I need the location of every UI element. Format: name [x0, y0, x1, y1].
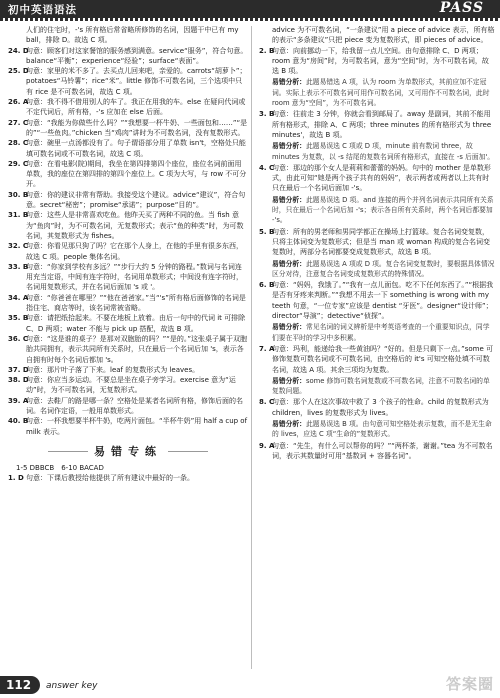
explanation-text: 句意：往前走 3 分钟，你就会看到邮局了。away 是副词，其前不能用所有格形式，排除 A、C 两项；three minutes 的所有格形式为 three minutes'，故选 B 项。: [272, 110, 492, 139]
explanation-text: 句意：下课后教授给他提供了所有建议中最好的一条。: [26, 474, 194, 483]
answer-key-label: answer key: [46, 681, 98, 691]
explanation-text: 句意：在看电影(院)期间，我坐在第四排第四个座位，座位名词前面用单数，我的座位在第四排的第四个座位上。C 项为大写，与 row 不可分开。: [26, 159, 247, 189]
explanation-text: 句意：去鞋厂的路是哪一条？空格处是某者名词所有格，修饰后面的名词。名词作定语，一般用单数形式。: [26, 396, 243, 415]
explanation-text: 句意：“你爸爸在哪里？”“他在爸爸家。”当“'s”所有格后面修饰的名词是指住宅、商店等时，该名词常被省略。: [26, 293, 246, 313]
section-title-text: 易错专练: [94, 444, 162, 458]
question-number: 27. C: [8, 118, 28, 127]
watermark: 答案圈: [445, 675, 494, 693]
answer-entry: [8, 375, 248, 396]
question-number: 30. B: [8, 190, 29, 199]
explanation-text: 句意：请把纸拾起来。不要在地板上放着。由后一句中的代词 it 可排除 C、D 两项；water 不能与 pick up 搭配，故选 B 项。: [26, 314, 246, 333]
error-analysis-text: 此题易误选 D 项。and 连接的两个并列名词表示共同所有关系时，只在最后一个名词后加 -'s；表示各自所有关系时，两个名词后都要加 -'s。: [272, 195, 494, 225]
answer-entry: [259, 227, 495, 258]
answer-entry: [8, 262, 248, 293]
column-divider: [251, 26, 252, 669]
answer-entry: [259, 46, 495, 77]
question-number: 25. D: [8, 67, 29, 76]
question-number: 40. B: [8, 417, 29, 426]
explanation-text: 句意：顾客们对这家餐馆的服务感到满意。service“服务”，符合句意。balance“平衡”；experience“经验”；surface“表面”。: [26, 46, 248, 65]
explanation-text: 人们的住宅时，-'s 所有格后常省略所修饰的名词，因题干中已有 my ball，排除 D。故选 C 项。: [26, 26, 239, 45]
question-number: 5. B: [259, 227, 275, 236]
answer-entry: [8, 396, 248, 417]
error-analysis-note: [272, 322, 495, 343]
explanation-text: 句意：向前挪动一下，给我留一点儿空间。由句意排除 C、D 两项；room 意为“房间”时，为可数名词，意为“空间”时，为不可数名词，故选 B 项。: [272, 46, 489, 76]
answer-entry: [8, 66, 248, 97]
brand-logo: PASS: [439, 0, 484, 16]
explanation-text: 句意：一杯我想要半杯牛奶，吃两片面包。“半杯牛奶”用 half a cup of milk 表示。: [26, 417, 248, 436]
answer-entry: [259, 344, 495, 375]
answer-entry: [8, 473, 248, 483]
page-footer: [0, 674, 500, 698]
explanation-text: 句意：那边的那个女人是莉莉和蕾蕾的妈妈。句中的 mother 是单数形式，由此可知“她是两个孩子共有的妈妈”，表示两者或两者以上共有时只在最后一个名词后面加 -'s。: [272, 163, 491, 193]
question-number: 7. A: [259, 344, 275, 353]
answer-entry: [8, 210, 248, 241]
question-number: 35. B: [8, 314, 29, 323]
error-analysis-note: [272, 195, 495, 226]
section-title: [8, 444, 248, 458]
question-number: 4. C: [259, 163, 275, 172]
error-analysis-text: 此题易误选 A 项或 D 项。复合名词变复数时，要根据具体情况区分对待，注意复合名词变成复数形式的特殊情况。: [272, 259, 495, 278]
explanation-text: 句意：“你家到学校有多远？”“步行大约 5 分钟的路程。”数词与名词连用充当定语，中间有连字符时，名词用单数形式；中间没有连字符时，名词用复数形式，并在名词后面加 's 或 '。: [26, 262, 243, 292]
explanation-text: 句意：“这是谁的桌子？是那对双胞胎的吗？”“是的。”这张桌子属于双胞胎共同拥有，表示共同所有关系时，只在最后一个名词后加 's，表示各自拥有时每个名词后都加 's。: [26, 334, 248, 364]
error-analysis-label: 易错分析：: [272, 419, 306, 428]
question-number: 31. B: [8, 211, 29, 220]
header-bar: [0, 0, 500, 18]
question-number: 6. B: [259, 281, 275, 290]
question-number: 38. D: [8, 376, 29, 385]
explanation-text: 句意：家里的米不多了。去买点儿回来吧，亲爱的。carrots“胡萝卜”；potatoes“马铃薯”；rice“米”。little 修饰不可数名词，三个选项中只有 rice 是不可数名词，故选 C 项。: [26, 67, 247, 96]
question-number: 28. C: [8, 139, 28, 148]
answer-entry: [259, 109, 495, 140]
header-stripes: [0, 18, 500, 21]
question-number: 34. A: [8, 293, 29, 302]
explanation-text: 句意：“我能为你做些什么吗？”“我想要一杯牛奶、一些面包和……”“是的”“一些鱼肉。”chicken 当“鸡肉”讲时为不可数名词，没有复数形式。: [26, 118, 248, 137]
right-column: [259, 25, 495, 461]
answer-entry: [259, 163, 495, 194]
question-number: 8. C: [259, 398, 275, 407]
error-analysis-note: [272, 376, 495, 397]
explanation-text: 句意：“妈妈，我饿了。”“我有一点儿面包。吃不下任何东西了。”“根据我是否有牙疼来判断。”“我想不用去一下 something is wrong with my teeth 句意，“一位专家”应该是 dentist “牙医”。designer“设计师”；director“导演”；detective“侦探”。: [272, 281, 494, 321]
error-analysis-label: 易错分析：: [272, 78, 306, 87]
question-number: 33. B: [8, 262, 29, 271]
answer-entry: [259, 441, 495, 462]
page-number-box: [0, 676, 40, 694]
question-number: 39. A: [8, 396, 29, 405]
answer-entry: [8, 118, 248, 139]
question-number: 32. C: [8, 242, 28, 251]
error-analysis-label: 易错分析：: [272, 195, 306, 204]
error-analysis-text: 常见名词的词义辨析是中考英语考查的一个重要知识点，同学们要在平时的学习中多积累。: [272, 323, 490, 342]
error-analysis-text: 此题易错选 A 项，认为 room 为单数形式，其前应加不定冠词。实际上表示不可数名词可用作可数名词，又可用作不可数名词，此时 room 意为“空间”，为不可数名词。: [272, 78, 490, 108]
answer-entry: [8, 138, 248, 159]
error-analysis-text: 此题易误选 B 项。由句意可知空格处表示复数，而不是无生命的 lives，应选 C 项“生命的”复数形式。: [272, 419, 492, 439]
answer-entry: [8, 241, 248, 262]
question-number: 36. C: [8, 334, 28, 343]
explanation-text: 句意：所有的男老师和男同学都正在操场上打篮球。复合名词变复数，只将主体词变为复数形式；但是当 man 或 woman 构成的复合名词变复数时，两部分名词都要变成复数形式，故选 B 项。: [272, 227, 490, 257]
left-column: [8, 25, 248, 484]
answer-entry: [8, 293, 248, 314]
answer-entry: [8, 334, 248, 365]
question-number: 9. A: [259, 441, 275, 450]
question-number: 24. D: [8, 46, 29, 55]
question-number: 1. D: [8, 474, 24, 483]
answer-entry: [8, 190, 248, 211]
error-analysis-label: 易错分析：: [272, 142, 306, 151]
explanation-text: 句意：你的建议非常有帮助。我接受这个建议。advice“建议”，符合句意。secret“秘密”；promise“承诺”；purpose“目的”。: [26, 190, 246, 210]
page-number: 112: [6, 678, 32, 692]
explanation-text: 句意：那个人在这次事故中救了 3 个孩子的性命。child 的复数形式为 children，lives 的复数形式为 lives。: [272, 398, 489, 417]
answer-entry: [8, 25, 248, 46]
answer-entry: [259, 280, 495, 321]
error-analysis-label: 易错分析：: [272, 259, 306, 268]
error-analysis-text: 此题易误选 C 项或 D 项，minute 前有数词 three，故 minutes 为复数，以 -s 结尾的复数名词所有格形式，直接在 -s 后面加'。: [272, 142, 495, 161]
explanation-text: 句意：那片叶子落了下来。leaf 的复数形式为 leaves。: [26, 365, 200, 374]
question-number: 26. A: [8, 98, 29, 107]
explanation-text: 句意：这些人是非常喜欢吃鱼。他昨天买了两种不同的鱼。当 fish 意为“鱼肉”时，为不可数名词，无复数形式；表示“鱼的种类”时，为可数名词，其复数形式为 fishes。: [26, 211, 244, 240]
error-analysis-note: [272, 259, 495, 280]
answer-entry: [8, 313, 248, 334]
explanation-text: 句意：“先生，有什么可以帮你的吗？”“两杯茶，谢谢。”tea 为不可数名词，表示其数量时可用“基数词 + 容器名词”。: [272, 441, 493, 460]
error-analysis-note: [272, 77, 495, 108]
error-analysis-text: some 修饰可数名词复数或不可数名词，注意不可数名词的单复数问题。: [272, 376, 490, 396]
answers-line: 1-5 DBBCB 6-10 BACAD: [16, 464, 104, 473]
explanation-text: 句意：碗里一点汤都没有了。句子谓语部分用了单数 isn't，空格处只能填可数名词或不可数名词，故选 C 项。: [26, 139, 246, 158]
explanation-text: 句意：你看见那只狗了吗？它在那个人身上，在他的手里有很多东西，故选 C 项。people 集体名词。: [26, 242, 243, 261]
question-number: 29. C: [8, 159, 28, 168]
error-analysis-label: 易错分析：: [272, 323, 306, 332]
answer-entry: [8, 159, 248, 190]
book-title: 初中英语语法: [8, 4, 77, 16]
error-analysis-note: [272, 419, 495, 440]
question-number: 2. B: [259, 46, 275, 55]
question-number: 37. D: [8, 365, 29, 374]
answer-entry: [8, 46, 248, 67]
answer-entry: [8, 97, 248, 118]
explanation-text: 句意：我不得不借用别人的车了。我正在用我的车。else 在疑问代词或不定代词后，所有格，-'s 应加在 else 后面。: [26, 98, 246, 117]
answer-entry: [8, 365, 248, 375]
explanation-text: 句意：你应当多运动。不要总是坐在桌子旁学习。exercise 意为“运动”时，为不可数名词，无复数形式。: [26, 376, 236, 395]
explanation-text: advice 为不可数名词，“一条建议”用 a piece of advice 表示，所有格的表示“多条建议”只把 piece 变为复数形式，即 pieces of advice。: [272, 26, 495, 45]
error-analysis-label: 易错分析：: [272, 376, 306, 385]
answer-entry: [259, 397, 495, 418]
question-number: 3. B: [259, 110, 275, 119]
answer-entry: [259, 25, 495, 46]
error-analysis-note: [272, 141, 495, 162]
explanation-text: 句意：玛利，能递给我一些黄油吗？“好的。但是只剩下一点。”some 可修饰复数可数名词或不可数名词，由空格后的 it's 可知空格处填不可数名词，故选 A 项。其余三项均为复数。: [272, 344, 494, 374]
answer-entry: [8, 416, 248, 437]
